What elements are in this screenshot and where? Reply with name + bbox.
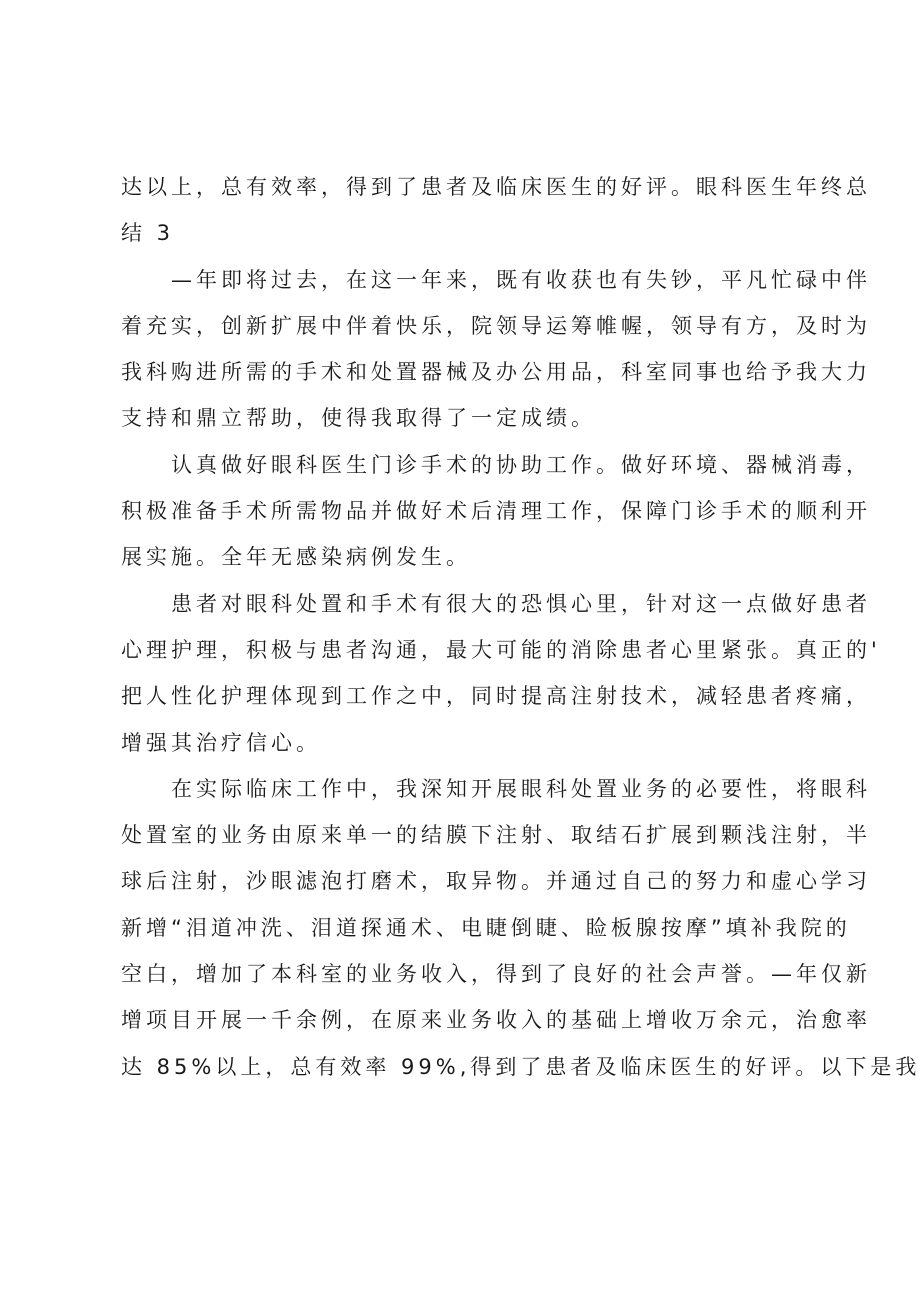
text-line: 增项目开展一千余例，在原来业务收入的基础上增收万余元，治愈率 bbox=[121, 1008, 871, 1033]
text-line: 患者对眼科处置和手术有很大的恐惧心里，针对这一点做好患者 bbox=[171, 591, 871, 616]
text-line: 结 3 bbox=[121, 221, 175, 246]
text-line: 心理护理，积极与患者沟通，最大可能的消除患者心里紧张。真正的' bbox=[121, 637, 881, 662]
paragraph bbox=[121, 442, 871, 581]
text-line: 把人性化护理体现到工作之中，同时提高注射技术，减轻患者疼痛， bbox=[121, 684, 871, 709]
paragraph bbox=[121, 257, 871, 442]
text-line: 积极准备手术所需物品并做好术后清理工作，保障门诊手术的顺利开 bbox=[121, 499, 871, 524]
text-line: 空白，增加了本科室的业务收入，得到了良好的社会声誉。—年仅新 bbox=[121, 962, 871, 987]
text-line: 认真做好眼科医生门诊手术的协助工作。做好环境、器械消毒， bbox=[171, 452, 871, 477]
text-line: 处置室的业务由原来单一的结膜下注射、取结石扩展到颗浅注射，半 bbox=[121, 823, 871, 848]
text-line: 增强其治疗信心。 bbox=[121, 730, 321, 755]
text-line: 达以上，总有效率，得到了患者及临床医生的好评。眼科医生年终总 bbox=[121, 175, 871, 199]
text-line: 在实际临床工作中，我深知开展眼科处置业务的必要性，将眼科 bbox=[171, 776, 871, 801]
text-line: 新增“泪道冲洗、泪道探通术、电睫倒睫、睑板腺按摩”填补我院的 bbox=[121, 915, 851, 940]
text-line: 达 85%以上，总有效率 99%,得到了患者及临床医生的好评。以下是我 bbox=[121, 1054, 920, 1079]
text-line: 展实施。全年无感染病例发生。 bbox=[121, 545, 471, 570]
text-line: —年即将过去，在这一年来，既有收获也有失钞，平凡忙碌中伴 bbox=[171, 267, 871, 292]
text-line: 我科购进所需的手术和处置器械及办公用品，科室同事也给予我大力 bbox=[121, 360, 871, 385]
text-line: 着充实，创新扩展中伴着快乐，院领导运筹帷幄，领导有方，及时为 bbox=[121, 313, 871, 338]
paragraph bbox=[121, 766, 920, 1090]
text-line: 球后注射，沙眼滤泡打磨术，取异物。并通过自己的努力和虚心学习 bbox=[121, 869, 871, 894]
paragraph bbox=[121, 581, 881, 766]
paragraph bbox=[121, 164, 871, 257]
document-body bbox=[121, 164, 920, 1090]
text-line: 支持和鼎立帮助，使得我取得了一定成绩。 bbox=[121, 406, 596, 431]
